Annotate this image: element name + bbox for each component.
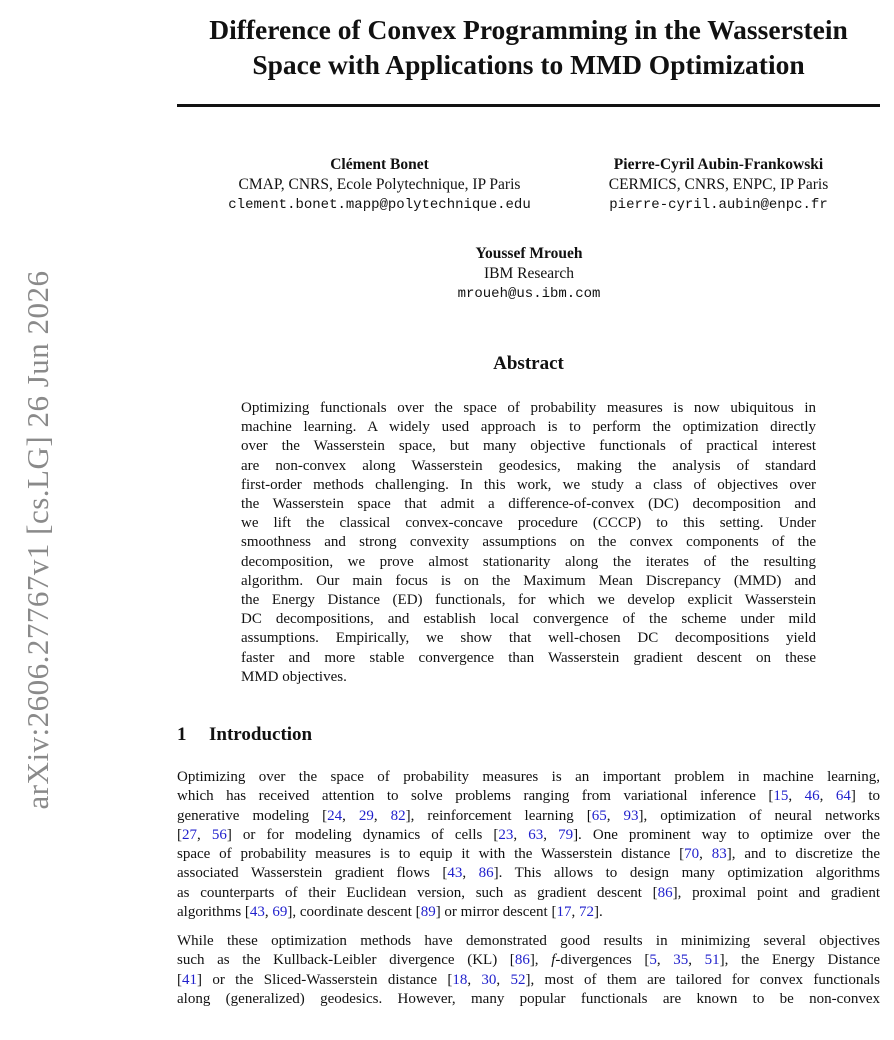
text-span: , bbox=[373, 807, 391, 824]
paper-title bbox=[177, 12, 880, 82]
citation-link[interactable]: 30 bbox=[481, 971, 497, 988]
text-span: ], the Energy Distance bbox=[719, 952, 881, 969]
text-span: ], bbox=[529, 952, 552, 969]
text-span: space of probability measures is to equip it with the Wasserstein distance [ bbox=[177, 846, 685, 863]
text-span: ] to bbox=[850, 788, 881, 805]
text-span: , bbox=[571, 904, 579, 921]
text-span: , bbox=[543, 826, 559, 843]
title-rule bbox=[177, 104, 880, 107]
text-span: generative modeling [ bbox=[177, 807, 328, 824]
text-span: [ bbox=[177, 826, 182, 843]
text-span: , bbox=[513, 826, 529, 843]
citation-link[interactable]: 29 bbox=[358, 807, 374, 824]
abstract-line: over the Wasserstein space, but many objective functionals of practical interest bbox=[241, 438, 816, 455]
text-span: ], coordinate descent [ bbox=[287, 904, 421, 921]
citation-link[interactable]: 63 bbox=[528, 826, 544, 843]
citation-link[interactable]: 46 bbox=[804, 788, 820, 805]
citation-link[interactable]: 41 bbox=[182, 971, 197, 988]
citation-link[interactable]: 43 bbox=[249, 904, 265, 921]
text-line bbox=[177, 845, 880, 864]
author-block-3 bbox=[379, 244, 679, 304]
text-span: ], most of them are tailored for convex functionals bbox=[525, 971, 881, 988]
text-span: , bbox=[467, 971, 482, 988]
citation-link[interactable]: 86 bbox=[478, 865, 494, 882]
text-span: While these optimization methods have demonstrated good results in minimizing several objectives bbox=[177, 933, 880, 949]
author-block-2 bbox=[577, 155, 860, 215]
text-span: ] or mirror descent [ bbox=[435, 904, 557, 921]
abstract-line: Optimizing functionals over the space of probability measures is now ubiquitous in bbox=[241, 400, 816, 416]
text-span: , bbox=[496, 971, 511, 988]
text-span: , bbox=[788, 788, 805, 805]
citation-link[interactable]: 51 bbox=[704, 952, 720, 969]
citation-link[interactable]: 56 bbox=[211, 826, 227, 843]
abstract-line: machine learning. A widely used approach is to perform the optimization directly bbox=[241, 419, 816, 436]
citation-link[interactable]: 79 bbox=[558, 826, 574, 843]
citation-link[interactable]: 27 bbox=[182, 826, 197, 843]
text-span: ]. One prominent way to optimize over the bbox=[573, 826, 881, 843]
text-span: ], optimization of neural networks bbox=[638, 807, 881, 824]
text-span: [ bbox=[177, 971, 182, 988]
citation-link[interactable]: 52 bbox=[510, 971, 526, 988]
title-line-2: Space with Applications to MMD Optimization bbox=[252, 49, 805, 80]
author-email[interactable]: mroueh@us.ibm.com bbox=[457, 286, 601, 302]
author-affiliation: CMAP, CNRS, Ecole Polytechnique, IP Paris bbox=[238, 176, 521, 193]
math-symbol: f bbox=[551, 952, 556, 969]
abstract-line: faster and more stable convergence than Wasserstein gradient descent on these bbox=[241, 649, 816, 666]
abstract-line: the Energy Distance (ED) functionals, for which we develop explicit Wasserstein bbox=[241, 592, 816, 609]
intro-paragraph-2 bbox=[177, 932, 880, 1009]
text-span: , bbox=[264, 904, 273, 921]
text-span: ], reinforcement learning [ bbox=[405, 807, 592, 824]
citation-link[interactable]: 72 bbox=[578, 904, 594, 921]
text-span: , bbox=[342, 807, 359, 824]
abstract-line: algorithm. Our main focus is on the Maximum Mean Discrepancy (MMD) and bbox=[241, 572, 816, 589]
author-affiliation: CERMICS, CNRS, ENPC, IP Paris bbox=[608, 176, 829, 193]
citation-link[interactable]: 17 bbox=[556, 904, 572, 921]
text-line bbox=[177, 903, 880, 922]
citation-link[interactable]: 35 bbox=[673, 952, 689, 969]
text-span: Optimizing over the space of probability measures is an important problem in machine learning, bbox=[177, 769, 880, 785]
abstract-line: are non-convex along Wasserstein geodesics, making the analysis of standard bbox=[241, 457, 816, 474]
citation-link[interactable]: 18 bbox=[452, 971, 468, 988]
author-email[interactable]: pierre-cyril.aubin@enpc.fr bbox=[609, 197, 828, 213]
text-span: , bbox=[462, 865, 479, 882]
citation-link[interactable]: 65 bbox=[591, 807, 607, 824]
text-span: -divergences [ bbox=[555, 952, 650, 969]
abstract-line: DC decompositions, and establish local convergence of the scheme under mild bbox=[241, 611, 816, 628]
section-heading bbox=[177, 724, 312, 746]
text-span: , bbox=[819, 788, 836, 805]
title-line-1: Difference of Convex Programming in the Wasserstein bbox=[209, 14, 848, 45]
citation-link[interactable]: 82 bbox=[390, 807, 406, 824]
intro-paragraph-1 bbox=[177, 768, 880, 922]
text-line bbox=[177, 932, 880, 951]
section-number: 1 bbox=[177, 724, 187, 745]
author-email[interactable]: clement.bonet.mapp@polytechnique.edu bbox=[228, 197, 531, 213]
text-span: , bbox=[197, 826, 212, 843]
text-line bbox=[177, 768, 880, 787]
text-line bbox=[177, 951, 880, 970]
text-span: which has received attention to solve problems ranging from variational inference [ bbox=[177, 788, 774, 805]
text-span: ]. bbox=[593, 904, 603, 921]
citation-link[interactable]: 89 bbox=[420, 904, 436, 921]
text-span: ], proximal point and gradient bbox=[672, 884, 880, 901]
citation-link[interactable]: 86 bbox=[657, 884, 673, 901]
citation-link[interactable]: 69 bbox=[272, 904, 288, 921]
text-span: as counterparts of their Euclidean version, such as gradient descent [ bbox=[177, 884, 658, 901]
abstract-line: first-order methods challenging. In this work, we study a class of objectives over bbox=[241, 476, 816, 493]
author-affiliation: IBM Research bbox=[484, 265, 574, 282]
text-span: , bbox=[606, 807, 624, 824]
arxiv-sidebar-stamp: arXiv:2606.27767v1 [cs.LG] 26 Jun 2026 bbox=[20, 270, 55, 810]
text-span: algorithms [ bbox=[177, 904, 250, 921]
text-line bbox=[177, 787, 880, 806]
abstract-heading: Abstract bbox=[493, 353, 564, 374]
text-span: ] or the Sliced-Wasserstein distance [ bbox=[197, 971, 453, 988]
text-span: ]. This allows to design many optimization algorithms bbox=[493, 865, 880, 882]
section-title: Introduction bbox=[209, 724, 313, 745]
abstract-line: MMD objectives. bbox=[241, 668, 347, 685]
text-line bbox=[177, 864, 880, 883]
citation-link[interactable]: 15 bbox=[773, 788, 789, 805]
citation-link[interactable]: 86 bbox=[514, 952, 530, 969]
abstract-body bbox=[241, 399, 816, 687]
text-span: such as the Kullback-Leibler divergence (KL) [ bbox=[177, 952, 515, 969]
author-name: Youssef Mroueh bbox=[475, 245, 583, 262]
citation-link[interactable]: 24 bbox=[327, 807, 343, 824]
text-span: along (generalized) geodesics. However, many popular functionals are known to be non-convex bbox=[177, 990, 880, 1007]
citation-link[interactable]: 83 bbox=[711, 846, 727, 863]
citation-link[interactable]: 5 bbox=[649, 952, 657, 969]
text-span: associated Wasserstein gradient flows [ bbox=[177, 865, 448, 882]
text-line bbox=[177, 884, 880, 903]
author-block-1 bbox=[207, 155, 552, 215]
citation-link[interactable]: 43 bbox=[447, 865, 463, 882]
text-line bbox=[177, 971, 880, 990]
citation-link[interactable]: 23 bbox=[498, 826, 514, 843]
text-span: ], and to discretize the bbox=[726, 846, 881, 863]
citation-link[interactable]: 70 bbox=[684, 846, 700, 863]
abstract-line: assumptions. Empirically, we show that well-chosen DC decompositions yield bbox=[241, 630, 816, 647]
text-line bbox=[177, 807, 880, 826]
text-span: , bbox=[688, 952, 705, 969]
text-span: , bbox=[656, 952, 674, 969]
citation-link[interactable]: 93 bbox=[623, 807, 639, 824]
author-name: Clément Bonet bbox=[330, 156, 429, 173]
text-span: , bbox=[699, 846, 712, 863]
text-span: ] or for modeling dynamics of cells [ bbox=[226, 826, 499, 843]
text-line bbox=[177, 826, 880, 845]
author-name: Pierre-Cyril Aubin-Frankowski bbox=[613, 156, 824, 173]
abstract-line: decomposition, we prove almost stationarity along the iterates of the resulting bbox=[241, 553, 816, 570]
abstract-line: the Wasserstein space that admit a difference-of-convex (DC) decomposition and bbox=[241, 496, 816, 513]
citation-link[interactable]: 64 bbox=[835, 788, 851, 805]
abstract-line: smoothness and strong convexity assumptions on the convex components of the bbox=[241, 534, 816, 551]
abstract-line: we lift the classical convex-concave procedure (CCCP) to this setting. Under bbox=[241, 515, 816, 532]
